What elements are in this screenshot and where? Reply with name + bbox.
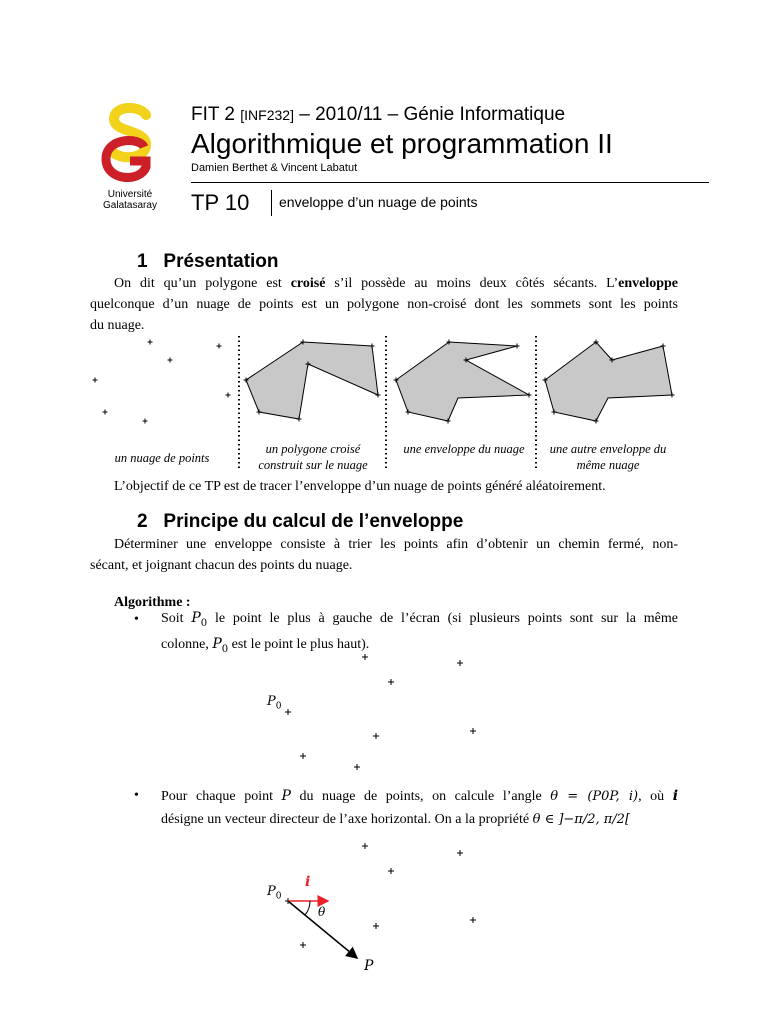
bullet-2-marker: • (134, 788, 139, 803)
bullet-2-text (161, 784, 678, 831)
section-2-heading (137, 511, 463, 533)
course-suffix: – 2010/11 – Génie Informatique (299, 104, 566, 125)
p0-symbol (191, 610, 208, 629)
bullet2-text-a: Pour chaque point (161, 789, 282, 804)
bullet1-text-d: est le point le plus haut). (228, 636, 370, 652)
p0-label-letter-1: P (267, 694, 276, 709)
caption-other-envelope: une autre enveloppe du même nuage (549, 442, 667, 472)
tp-subtitle: enveloppe d’un nuage de points (279, 194, 478, 210)
angle-figure (260, 838, 500, 974)
caption-crossed-polygon: un polygone croisé construit sur le nuage (258, 442, 368, 472)
p-symbol: P (281, 788, 291, 804)
bullet1-text-b: le point le plus à gauche de l’écran (si plusieurs points sont sur la même (207, 611, 678, 626)
bullet1-text-a: Soit (161, 611, 192, 626)
course-prefix: FIT 2 (191, 104, 235, 125)
p0-letter-2: P (212, 635, 222, 652)
section-2-title: Principe du calcul de l’enveloppe (163, 511, 464, 532)
para1-line-3: du nuage. (90, 318, 145, 333)
p0-subscript-2: 0 (221, 643, 229, 655)
p0-label-sub-2: 0 (275, 891, 282, 902)
bullet2-line-2: désigne un vecteur directeur de l’axe horizontal. On a la propriété (161, 812, 533, 827)
document-title: Algorithmique et programmation II (191, 128, 613, 159)
section-1-heading (137, 251, 279, 273)
university-line-2: Galatasaray (103, 200, 157, 211)
p0-subscript: 0 (200, 617, 208, 629)
objective-text: L’objectif de ce TP est de tracer l’enveloppe d’un nuage de points généré aléatoirement. (114, 479, 606, 494)
algorithm-label: Algorithme : (114, 595, 191, 610)
envelope-polygon (396, 342, 529, 421)
crossed-polygon (246, 342, 378, 419)
para1-text-a: On dit qu’un polygone est (114, 276, 291, 291)
p0-label-figure-2 (267, 884, 281, 902)
section-2-line-2: sécant, et joignant chacun des points du nuage. (90, 558, 353, 573)
section-1-title: Présentation (163, 251, 279, 272)
property-expression: θ ∈ ]−π/2, π/2[ (532, 812, 631, 827)
course-code: [INF232] (240, 107, 294, 123)
p0-label-sub-1: 0 (275, 701, 282, 712)
angle-expression: θ = (P0P, i) (550, 789, 639, 804)
bullet-1-marker: • (134, 612, 139, 627)
theta-arc (305, 901, 310, 915)
i-vector-symbol: i (672, 788, 679, 804)
bullet2-text-b: du nuage de points, on calcule l’angle (290, 789, 551, 804)
caption-envelope: une enveloppe du nuage (403, 442, 525, 456)
university-logo (100, 103, 160, 183)
course-line (191, 104, 565, 126)
header-rule (191, 182, 709, 183)
theta-label: θ (318, 905, 326, 919)
alternate-envelope-polygon (545, 342, 672, 421)
p-label: P (364, 958, 374, 974)
term-enveloppe: enveloppe (618, 276, 678, 291)
university-line-1: Université (107, 189, 153, 200)
section-1-number: 1 (137, 251, 148, 272)
para1-text-b: s’il possède au moins deux côtés sécants. L’ (325, 276, 619, 291)
point-cloud-panel (93, 340, 231, 424)
term-croise: croisé (290, 276, 326, 291)
para1-line-2: quelconque d’un nuage de points est un polygone non-croisé dont les sommets sont les points (90, 297, 678, 312)
university-name (84, 189, 176, 211)
p0-letter: P (191, 610, 201, 626)
p0-symbol-2 (212, 635, 229, 655)
p0-label-figure-1 (267, 694, 281, 712)
section-2-number: 2 (137, 511, 148, 532)
section-2-line-1: Déterminer une enveloppe consiste à trier les points afin d’obtenir un chemin fermé, non- (114, 537, 678, 552)
tp-label: TP 10 (191, 190, 250, 215)
authors: Damien Berthet & Vincent Labatut (191, 162, 358, 174)
point-cloud-figure-1 (260, 648, 500, 776)
tp-separator (271, 190, 272, 216)
section-1-paragraph (90, 273, 678, 336)
bullet1-text-c: colonne, (161, 636, 213, 652)
p0-label-letter-2: P (267, 884, 276, 899)
i-vector-label: i (305, 874, 311, 890)
caption-point-cloud: un nuage de points (114, 451, 210, 465)
bullet2-text-c: , où (638, 789, 673, 804)
section-2-paragraph (90, 534, 678, 576)
